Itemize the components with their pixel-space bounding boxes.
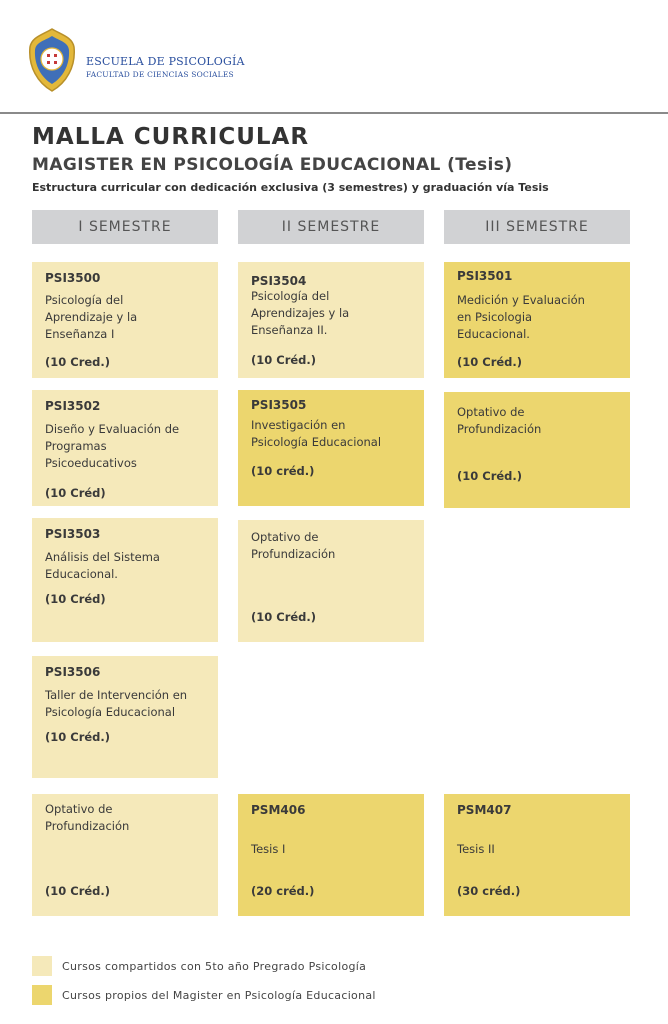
course-name: Optativo de Profundización (457, 405, 542, 436)
course-credits: (10 Créd.) (251, 610, 317, 624)
course-name: Análisis del Sistema Educacional. (45, 550, 160, 581)
course-card-psi3501 (444, 262, 630, 378)
course-credits: (10 Créd) (45, 486, 106, 500)
course-credits: (10 Créd.) (45, 730, 111, 744)
course-card-psi3500 (32, 262, 218, 378)
course-card-psm406 (238, 794, 424, 916)
course-code: PSI3506 (45, 665, 101, 679)
course-name: Optativo de Profundización (251, 530, 336, 561)
course-card-psi3504 (238, 262, 424, 378)
course-name: Optativo de Profundización (45, 802, 130, 833)
course-code: PSI3504 (251, 274, 307, 288)
course-name: Tesis II (457, 842, 495, 856)
university-seal-icon (28, 27, 76, 93)
structure-description: Estructura curricular con dedicación exclusiva (3 semestres) y graduación vía Tesis (32, 181, 549, 194)
course-card-psi3506 (32, 656, 218, 778)
semester-header-2: II SEMESTRE (238, 210, 424, 244)
course-card-psi3505 (238, 390, 424, 506)
legend-swatch-own (32, 985, 52, 1005)
header-divider (0, 112, 668, 114)
course-name: Tesis I (251, 842, 286, 856)
school-name: ESCUELA DE PSICOLOGÍA (86, 55, 245, 68)
course-name: Psicología del Aprendizajes y la Enseñanza II. (251, 289, 350, 337)
course-credits: (10 créd.) (251, 464, 315, 478)
course-code: PSI3501 (457, 269, 513, 283)
course-code: PSI3505 (251, 398, 307, 412)
legend-label-shared: Cursos compartidos con 5to año Pregrado Psicología (62, 960, 367, 973)
course-code: PSI3500 (45, 271, 101, 285)
course-name: Psicología del Aprendizaje y la Enseñanza I (45, 293, 138, 341)
course-card-psi3503 (32, 518, 218, 642)
faculty-name: FACULTAD DE CIENCIAS SOCIALES (86, 70, 234, 79)
header (0, 0, 668, 114)
course-card-psi3502 (32, 390, 218, 506)
course-credits: (10 Créd.) (457, 469, 523, 483)
course-card-optativo-3 (444, 392, 630, 508)
course-code: PSI3502 (45, 399, 101, 413)
course-code: PSM406 (251, 803, 306, 817)
semester-header-1: I SEMESTRE (32, 210, 218, 244)
course-credits: (30 créd.) (457, 884, 521, 898)
course-name: Investigación en Psicología Educacional (251, 418, 382, 449)
course-card-psm407 (444, 794, 630, 916)
course-code: PSI3503 (45, 527, 101, 541)
course-credits: (10 Créd.) (251, 353, 317, 367)
course-card-optativo-2 (238, 520, 424, 642)
course-credits: (10 Créd) (45, 592, 106, 606)
course-credits: (10 Créd.) (457, 355, 523, 369)
course-code: PSM407 (457, 803, 512, 817)
legend-swatch-shared (32, 956, 52, 976)
semester-header-3: III SEMESTRE (444, 210, 630, 244)
course-name: Diseño y Evaluación de Programas Psicoeducativos (45, 422, 180, 470)
page-title: MALLA CURRICULAR (32, 124, 310, 150)
course-credits: (20 créd.) (251, 884, 315, 898)
program-subtitle: MAGISTER EN PSICOLOGÍA EDUCACIONAL (Tesis) (32, 155, 513, 175)
course-credits: (10 Cred.) (45, 355, 111, 369)
legend-label-own: Cursos propios del Magister en Psicología Educacional (62, 989, 376, 1002)
course-credits: (10 Créd.) (45, 884, 111, 898)
course-name: Medición y Evaluación en Psicologia Educacional. (457, 293, 585, 341)
course-card-optativo-1 (32, 794, 218, 916)
course-name: Taller de Intervención en Psicología Educacional (45, 688, 188, 719)
